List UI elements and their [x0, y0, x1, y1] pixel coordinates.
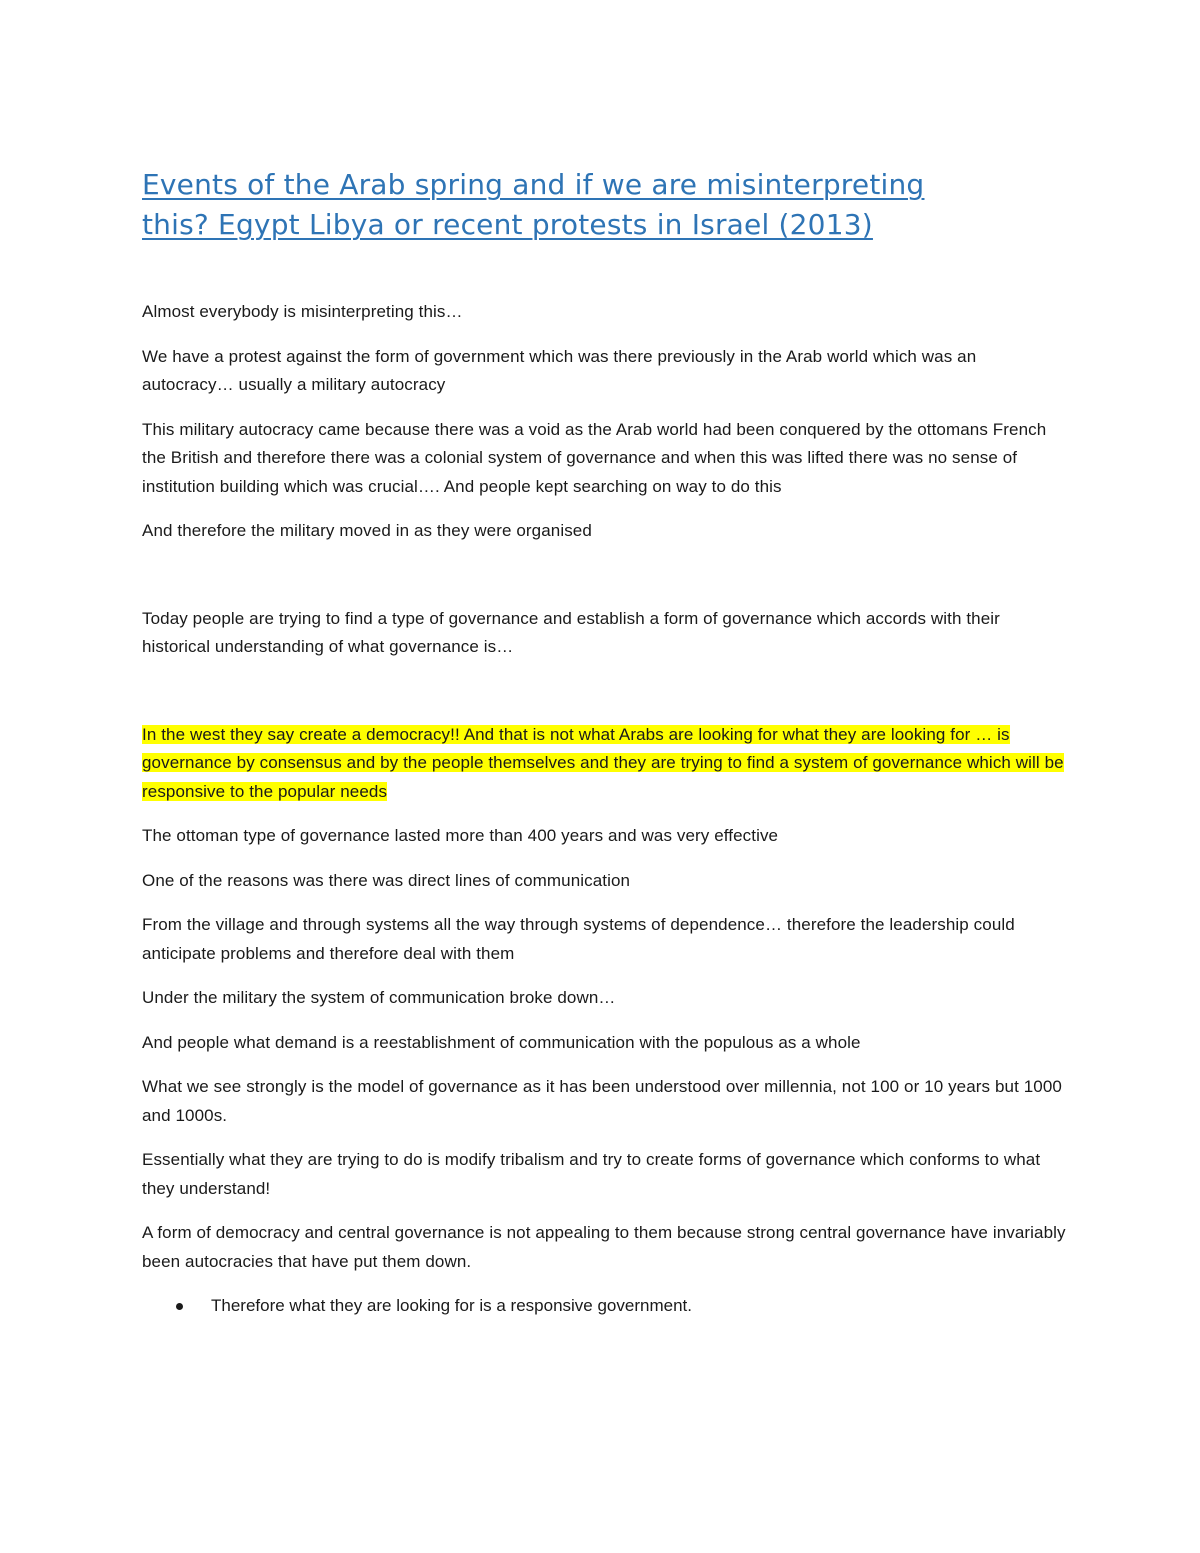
document-page: [142, 165, 1072, 1321]
paragraph-5: Today people are trying to find a type of governance and establish a form of governance which accords with their historical understanding of what governance is…: [142, 608, 1000, 656]
paragraph-1: Almost everybody is misinterpreting this…: [142, 302, 463, 321]
paragraph-12: What we see strongly is the model of governance as it has been understood over millennia, not 100 or 10 years but 1000 and 1000s.: [142, 1077, 1062, 1125]
paragraph-13: Essentially what they are trying to do is modify tribalism and try to create forms of governance which conforms to what they understand!: [142, 1150, 1041, 1198]
paragraph-9: From the village and through systems all the way through systems of dependence… therefore the leadership could anticipate problems and therefore deal with them: [142, 915, 1015, 963]
title-link[interactable]: [142, 168, 924, 241]
paragraph-7: The ottoman type of governance lasted more than 400 years and was very effective: [142, 826, 779, 845]
paragraph-11: And people what demand is a reestablishment of communication with the populous as a whole: [142, 1032, 861, 1052]
bullet-item: [142, 1292, 1072, 1321]
paragraph-2: We have a protest against the form of government which was there previously in the Arab world which was an autocracy… usually a military autocracy: [142, 346, 977, 394]
bullet-list: [142, 1292, 1072, 1321]
empty-paragraph: [142, 678, 1072, 721]
paragraph-10: Under the military the system of communication broke down…: [142, 988, 616, 1007]
empty-paragraph: [142, 562, 1072, 605]
paragraph-8: One of the reasons was there was direct lines of communication: [142, 870, 631, 890]
paragraph-3: This military autocracy came because there was a void as the Arab world had been conquered by the ottomans French the British and therefore there was a colonial system of governance and when this was lifted there was no sense of institution building which was crucial…. And people kept searching on way to do this: [142, 419, 1047, 496]
title-line-1: Events of the Arab spring and if we are misinterpreting: [142, 168, 925, 201]
paragraph-4: And therefore the military moved in as they were organised: [142, 521, 592, 540]
bullet-icon: [176, 1303, 183, 1310]
bullet-text: Therefore what they are looking for is a responsive government.: [211, 1296, 692, 1315]
highlighted-paragraph: [142, 721, 1072, 807]
paragraph-14: A form of democracy and central governance is not appealing to them because strong central governance have invariably been autocracies that have put them down.: [142, 1223, 1066, 1271]
title-line-2: this? Egypt Libya or recent protests in Israel (2013): [142, 208, 873, 241]
document-title[interactable]: [142, 165, 1072, 245]
highlighted-text: In the west they say create a democracy!! And that is not what Arabs are looking for what they are looking for … is governance by consensus and by the people themselves and they are trying to find a system of governance which will be responsive to the popular needs: [142, 724, 1064, 801]
